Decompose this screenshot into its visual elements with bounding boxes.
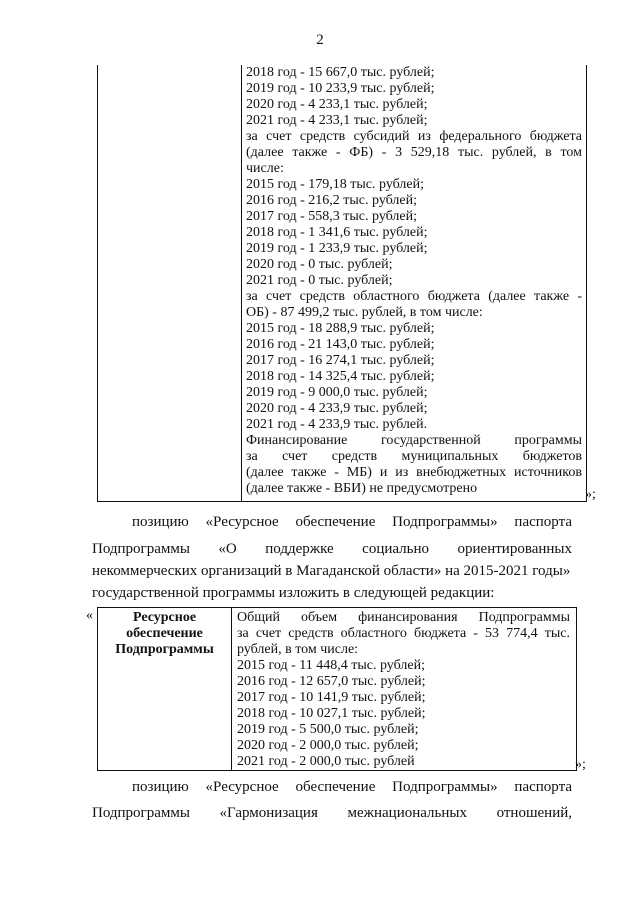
table-line: 2018 год - 10 027,1 тыс. рублей; <box>237 706 426 721</box>
table-line: 2017 год - 558,3 тыс. рублей; <box>246 209 418 224</box>
table-line: за счет средств муниципальных бюджетов <box>246 449 582 464</box>
paragraph-line: позицию «Ресурсное обеспечение Подпрограммы» паспорта <box>132 779 572 795</box>
table-line: 2020 год - 4 233,9 тыс. рублей; <box>246 401 428 416</box>
paragraph-line: Подпрограммы «Гармонизация межнациональных отношений, <box>92 805 572 821</box>
table-line: за счет средств субсидий из федерального бюджета <box>246 129 582 144</box>
table-line: 2016 год - 21 143,0 тыс. рублей; <box>246 337 435 352</box>
table-line: за счет средств областного бюджета - 53 774,4 тыс. <box>237 626 570 641</box>
table-line: 2018 год - 14 325,4 тыс. рублей; <box>246 369 435 384</box>
table-line: 2018 год - 15 667,0 тыс. рублей; <box>246 65 435 80</box>
resource-table-continued <box>97 65 587 502</box>
table-line: 2018 год - 1 341,6 тыс. рублей; <box>246 225 428 240</box>
opening-quote: « <box>86 608 93 623</box>
table-line: Общий объем финансирования Подпрограммы <box>237 610 570 625</box>
table-line: 2020 год - 4 233,1 тыс. рублей; <box>246 97 428 112</box>
table-line: 2019 год - 1 233,9 тыс. рублей; <box>246 241 428 256</box>
table-line: 2021 год - 2 000,0 тыс. рублей <box>237 754 415 769</box>
table-line: 2017 год - 16 274,1 тыс. рублей; <box>246 353 435 368</box>
table-line: 2019 год - 5 500,0 тыс. рублей; <box>237 722 419 737</box>
table-line: 2019 год - 10 233,9 тыс. рублей; <box>246 81 435 96</box>
table-column-divider <box>241 65 242 501</box>
table-label-cell: Ресурсное обеспечение Подпрограммы <box>115 610 214 657</box>
table-line: (далее также - ФБ) - 3 529,18 тыс. рублей, в том <box>246 145 582 160</box>
table-line: (далее также - МБ) и из внебюджетных источников <box>246 465 582 480</box>
table-line: числе: <box>246 161 284 176</box>
table-line: 2021 год - 4 233,1 тыс. рублей; <box>246 113 428 128</box>
table-line: 2021 год - 4 233,9 тыс. рублей. <box>246 417 428 432</box>
table-line: (далее также - ВБИ) не предусмотрено <box>246 481 478 496</box>
table-line: за счет средств областного бюджета (далее также - <box>246 289 582 304</box>
closing-quote: »; <box>575 757 586 772</box>
resource-table <box>97 607 577 771</box>
table-line: 2015 год - 179,18 тыс. рублей; <box>246 177 425 192</box>
closing-quote: »; <box>585 487 596 502</box>
paragraph-line: государственной программы изложить в следующей редакции: <box>92 585 495 601</box>
page-number: 2 <box>316 32 324 48</box>
table-line: 2015 год - 18 288,9 тыс. рублей; <box>246 321 435 336</box>
table-line: Финансирование государственной программы <box>246 433 582 448</box>
paragraph-line: позицию «Ресурсное обеспечение Подпрограммы» паспорта <box>132 514 572 530</box>
table-line: ОБ) - 87 499,2 тыс. рублей, в том числе: <box>246 305 483 320</box>
table-line: рублей, в том числе: <box>237 642 359 657</box>
paragraph-line: Подпрограммы «О поддержке социально ориентированных <box>92 541 572 557</box>
table-line: 2016 год - 12 657,0 тыс. рублей; <box>237 674 426 689</box>
table-line: 2020 год - 0 тыс. рублей; <box>246 257 393 272</box>
table-line: 2020 год - 2 000,0 тыс. рублей; <box>237 738 419 753</box>
table-value-cell <box>246 65 582 497</box>
table-value-cell <box>237 610 570 770</box>
table-line: 2021 год - 0 тыс. рублей; <box>246 273 393 288</box>
table-line: 2019 год - 9 000,0 тыс. рублей; <box>246 385 428 400</box>
table-line: 2017 год - 10 141,9 тыс. рублей; <box>237 690 426 705</box>
paragraph-line: некоммерческих организаций в Магаданской области» на 2015-2021 годы» <box>92 563 571 579</box>
table-column-divider <box>231 608 232 770</box>
table-line: 2015 год - 11 448,4 тыс. рублей; <box>237 658 425 673</box>
table-line: 2016 год - 216,2 тыс. рублей; <box>246 193 418 208</box>
